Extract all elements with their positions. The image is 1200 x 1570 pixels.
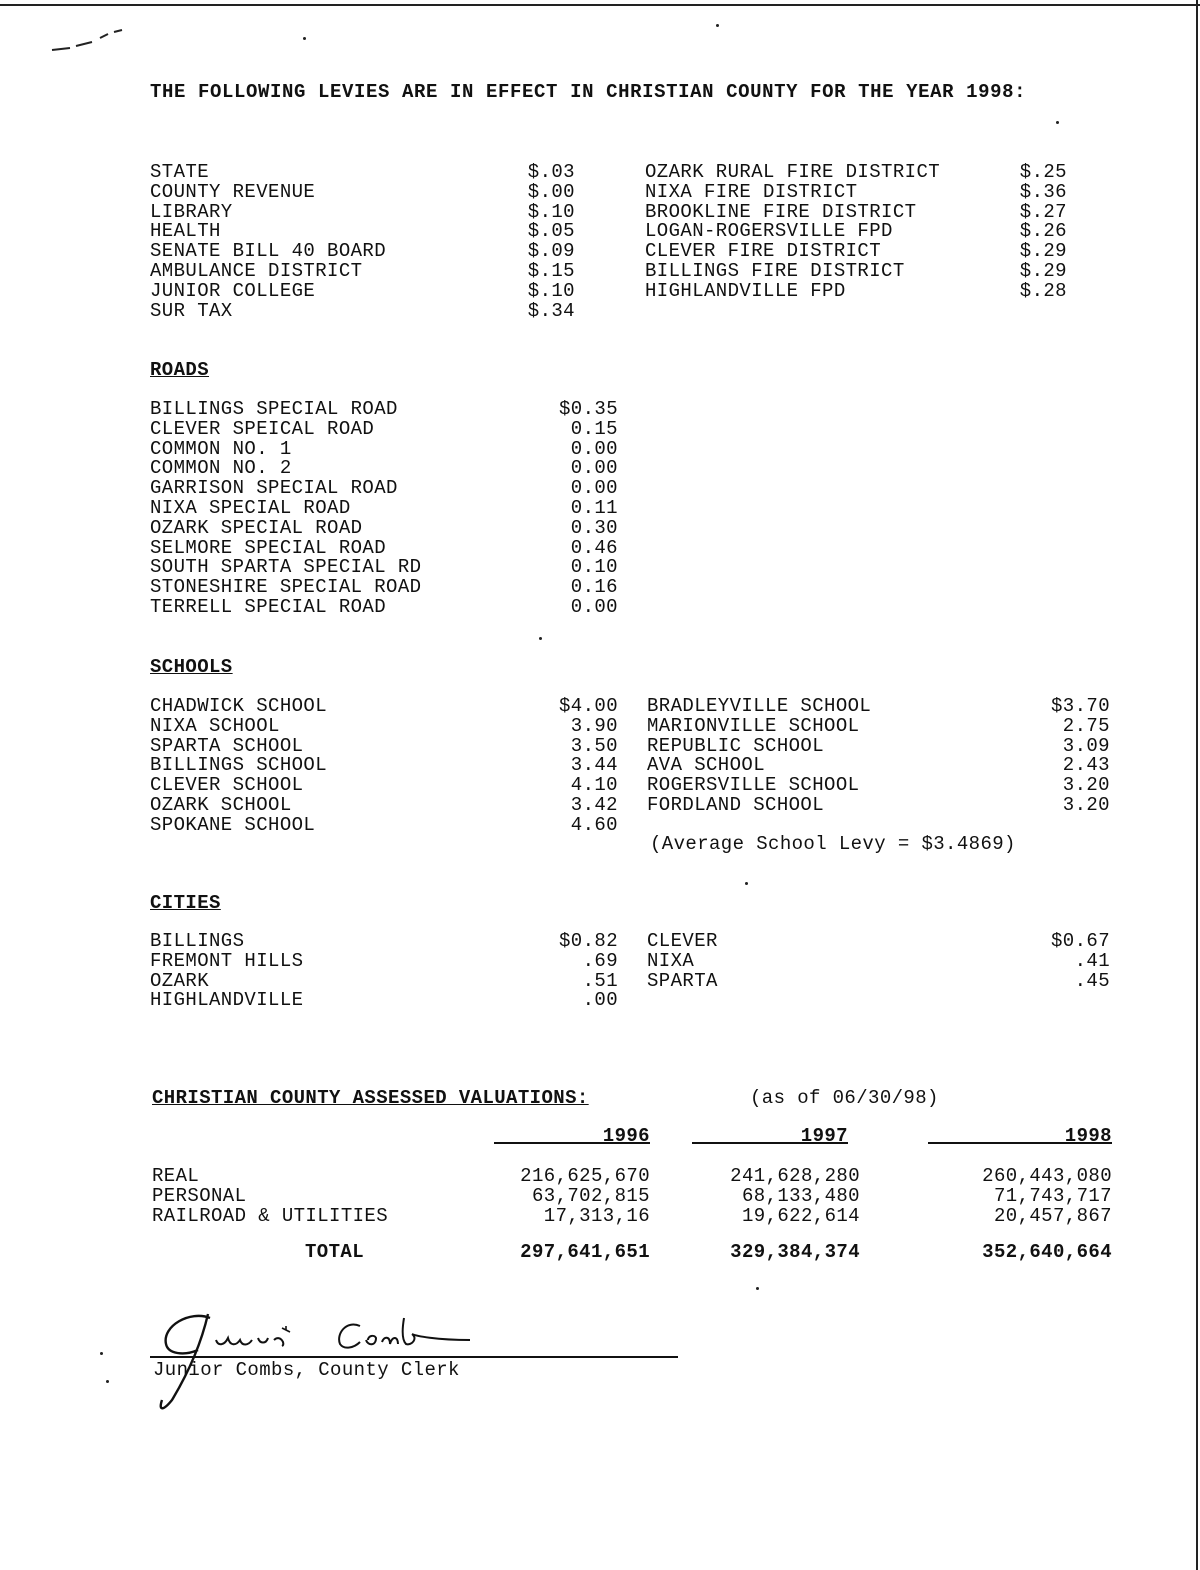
valuation-cell: 19,622,614 xyxy=(741,1205,860,1227)
fire-district-row-value: $.27 xyxy=(1019,200,1067,223)
city-levy-row-label: BILLINGS xyxy=(150,930,245,952)
road-levy-row-label: CLEVER SPEICAL ROAD xyxy=(150,417,375,440)
general-levy-row xyxy=(150,242,575,262)
city-levy-row-value: .00 xyxy=(582,989,618,1012)
road-levy-row xyxy=(150,479,618,499)
city-levy-row-label: NIXA xyxy=(647,949,695,972)
school-levy-row-value: 3.50 xyxy=(570,734,618,757)
road-levy-row-value: 0.46 xyxy=(570,536,618,559)
road-levy-row xyxy=(150,595,618,618)
valuation-cell: 17,313,16 xyxy=(543,1205,650,1227)
general-levy-row-value: $.00 xyxy=(527,180,575,203)
city-levy-row xyxy=(150,932,618,952)
school-levy-row-label: SPARTA SCHOOL xyxy=(150,734,304,757)
general-levy-row-value: $.15 xyxy=(527,259,575,282)
city-levy-row-label: CLEVER xyxy=(647,930,718,952)
road-levy-row-label: SELMORE SPECIAL ROAD xyxy=(150,536,387,559)
city-levy-row-value: $0.67 xyxy=(1050,930,1110,952)
fire-district-levies xyxy=(645,163,1067,302)
cities-right-list xyxy=(647,932,1110,991)
road-levy-row-label: GARRISON SPECIAL ROAD xyxy=(150,477,398,500)
general-levy-row xyxy=(150,259,575,282)
total-1997: 329,384,374 xyxy=(730,1241,860,1263)
signature-line xyxy=(150,1356,678,1358)
roads-list xyxy=(150,400,618,618)
road-levy-row-label: NIXA SPECIAL ROAD xyxy=(150,496,351,519)
road-levy-row-value: 0.00 xyxy=(570,477,618,500)
road-levy-row xyxy=(150,496,618,519)
road-levy-row-label: COMMON NO. 1 xyxy=(150,437,292,460)
school-levy-row-value: 3.09 xyxy=(1062,734,1110,757)
school-levy-row xyxy=(150,776,618,796)
general-levy-row-label: SUR TAX xyxy=(150,299,233,322)
scan-speck xyxy=(756,1287,759,1290)
school-levy-row xyxy=(647,793,1110,816)
scan-border-right xyxy=(1196,0,1198,1570)
road-levy-row-label: COMMON NO. 2 xyxy=(150,457,292,480)
scan-speck xyxy=(716,24,719,27)
general-levy-row-label: LIBRARY xyxy=(150,200,233,223)
school-levy-row-label: OZARK SCHOOL xyxy=(150,793,292,816)
city-levy-row-value: .69 xyxy=(582,949,618,972)
general-levy-row-value: $.34 xyxy=(527,299,575,322)
school-levy-row-value: 3.90 xyxy=(570,714,618,737)
valuation-row-label: RAILROAD & UTILITIES xyxy=(152,1205,389,1227)
cities-left-list xyxy=(150,932,618,1011)
school-levy-row xyxy=(150,697,618,717)
fire-district-row-value: $.28 xyxy=(1019,279,1067,302)
valuations-heading: CHRISTIAN COUNTY ASSESSED VALUATIONS: xyxy=(152,1087,589,1109)
general-levy-row-label: SENATE BILL 40 BOARD xyxy=(150,240,387,263)
road-levy-row-value: 0.00 xyxy=(570,457,618,480)
school-levy-row-label: FORDLAND SCHOOL xyxy=(647,793,825,816)
general-levy-row-label: AMBULANCE DISTRICT xyxy=(150,259,363,282)
general-levy-row-label: HEALTH xyxy=(150,220,221,243)
city-levy-row xyxy=(647,932,1110,952)
general-levy-row-value: $.10 xyxy=(527,200,575,223)
school-levy-row-value: 4.10 xyxy=(570,774,618,797)
road-levy-row-value: 0.16 xyxy=(570,576,618,599)
school-levy-row-value: $4.00 xyxy=(558,695,618,717)
scan-speck xyxy=(303,37,306,40)
road-levy-row xyxy=(150,516,618,539)
road-levy-row-value: 0.11 xyxy=(570,496,618,519)
road-levy-row-label: STONESHIRE SPECIAL ROAD xyxy=(150,576,422,599)
general-levy-row xyxy=(150,299,575,322)
road-levy-row-value: 0.15 xyxy=(570,417,618,440)
school-levy-row-label: MARIONVILLE SCHOOL xyxy=(647,714,860,737)
city-levy-row xyxy=(647,969,1110,992)
scan-speck xyxy=(106,1380,109,1383)
fire-district-row xyxy=(645,279,1067,302)
city-levy-row-label: FREMONT HILLS xyxy=(150,949,304,972)
fire-district-row xyxy=(645,180,1067,203)
general-levy-row-value: $.03 xyxy=(527,161,575,183)
city-levy-row-label: OZARK xyxy=(150,969,210,992)
fire-district-row-label: NIXA FIRE DISTRICT xyxy=(645,180,858,203)
city-levy-row-value: $0.82 xyxy=(558,930,618,952)
city-levy-row-label: SPARTA xyxy=(647,969,718,992)
road-levy-row xyxy=(150,578,618,598)
road-levy-row-value: 0.30 xyxy=(570,516,618,539)
school-levy-row-value: $3.70 xyxy=(1050,695,1110,717)
valuation-cell: 71,743,717 xyxy=(993,1185,1112,1207)
average-school-levy-note: (Average School Levy = $3.4869) xyxy=(650,833,1016,855)
school-levy-row-label: BILLINGS SCHOOL xyxy=(150,754,328,777)
school-levy-row xyxy=(647,697,1110,717)
fire-district-row-label: BROOKLINE FIRE DISTRICT xyxy=(645,200,917,223)
general-levy-row-label: STATE xyxy=(150,161,210,183)
city-levy-row xyxy=(150,949,618,972)
road-levy-row xyxy=(150,417,618,440)
school-levy-row-label: NIXA SCHOOL xyxy=(150,714,280,737)
school-levy-row xyxy=(150,813,618,836)
schools-left-list xyxy=(150,697,618,836)
road-levy-row-label: TERRELL SPECIAL ROAD xyxy=(150,595,387,618)
fire-district-row-value: $.25 xyxy=(1019,161,1067,183)
year-header-1998: 1998 xyxy=(1064,1125,1112,1147)
school-levy-row-label: CLEVER SCHOOL xyxy=(150,774,304,797)
fire-district-row-value: $.26 xyxy=(1019,220,1067,243)
school-levy-row-value: 3.20 xyxy=(1062,774,1110,797)
school-levy-row-value: 3.42 xyxy=(570,793,618,816)
roads-heading: ROADS xyxy=(150,359,210,381)
scan-border-top xyxy=(0,4,1200,6)
fire-district-row xyxy=(645,163,1067,183)
school-levy-row-value: 3.44 xyxy=(570,754,618,777)
fire-district-row xyxy=(645,242,1067,262)
road-levy-row-value: $0.35 xyxy=(558,398,618,420)
school-levy-row-label: SPOKANE SCHOOL xyxy=(150,813,316,836)
valuation-row-label: PERSONAL xyxy=(152,1185,247,1207)
scan-speck xyxy=(1056,121,1059,124)
school-levy-row-label: ROGERSVILLE SCHOOL xyxy=(647,774,860,797)
school-levy-row xyxy=(150,793,618,816)
general-levy-row-label: COUNTY REVENUE xyxy=(150,180,316,203)
road-levy-row-label: OZARK SPECIAL ROAD xyxy=(150,516,363,539)
schools-heading: SCHOOLS xyxy=(150,656,233,678)
fire-district-row-value: $.29 xyxy=(1019,259,1067,282)
school-levy-row xyxy=(647,776,1110,796)
valuation-cell: 68,133,480 xyxy=(741,1185,860,1207)
total-1998: 352,640,664 xyxy=(982,1241,1112,1263)
school-levy-row-label: BRADLEYVILLE SCHOOL xyxy=(647,695,872,717)
fire-district-row-label: BILLINGS FIRE DISTRICT xyxy=(645,259,905,282)
city-levy-row-value: .41 xyxy=(1074,949,1110,972)
general-levy-row-value: $.10 xyxy=(527,279,575,302)
fire-district-row-label: HIGHLANDVILLE FPD xyxy=(645,279,846,302)
total-1996: 297,641,651 xyxy=(520,1241,650,1263)
school-levy-row-value: 2.75 xyxy=(1062,714,1110,737)
total-label: TOTAL xyxy=(305,1241,365,1263)
city-levy-row xyxy=(647,949,1110,972)
fire-district-row-value: $.29 xyxy=(1019,240,1067,263)
school-levy-row-value: 3.20 xyxy=(1062,793,1110,816)
road-levy-row xyxy=(150,400,618,420)
city-levy-row-value: .45 xyxy=(1074,969,1110,992)
school-levy-row-label: AVA SCHOOL xyxy=(647,754,766,777)
general-levy-row-value: $.09 xyxy=(527,240,575,263)
school-levy-row-value: 4.60 xyxy=(570,813,618,836)
fire-district-row xyxy=(645,259,1067,282)
year-header-1996: 1996 xyxy=(602,1125,650,1147)
road-levy-row-label: SOUTH SPARTA SPECIAL RD xyxy=(150,556,422,579)
year-header-1997: 1997 xyxy=(800,1125,848,1147)
valuations-as-of-date: (as of 06/30/98) xyxy=(750,1087,939,1109)
road-levy-row-value: 0.00 xyxy=(570,595,618,618)
school-levy-row-label: REPUBLIC SCHOOL xyxy=(647,734,825,757)
school-levy-row-label: CHADWICK SCHOOL xyxy=(150,695,328,717)
scan-speck xyxy=(539,637,542,640)
clerk-name: Junior Combs, County Clerk xyxy=(153,1359,460,1381)
general-levy-row-value: $.05 xyxy=(527,220,575,243)
school-levy-row-value: 2.43 xyxy=(1062,754,1110,777)
road-levy-row-label: BILLINGS SPECIAL ROAD xyxy=(150,398,398,420)
general-levy-row xyxy=(150,163,575,183)
fire-district-row-label: LOGAN-ROGERSVILLE FPD xyxy=(645,220,893,243)
general-levy-row xyxy=(150,180,575,203)
city-levy-row-label: HIGHLANDVILLE xyxy=(150,989,304,1012)
fire-district-row-value: $.36 xyxy=(1019,180,1067,203)
valuation-cell: 241,628,280 xyxy=(730,1165,860,1187)
valuation-cell: 20,457,867 xyxy=(993,1205,1112,1227)
valuation-cell: 216,625,670 xyxy=(520,1165,650,1187)
school-levy-row xyxy=(150,714,618,737)
general-levies-left xyxy=(150,163,575,321)
school-levy-row xyxy=(647,714,1110,737)
scan-speck xyxy=(745,882,748,885)
fire-district-row-label: OZARK RURAL FIRE DISTRICT xyxy=(645,161,941,183)
cities-heading: CITIES xyxy=(150,892,221,914)
valuation-row-label: REAL xyxy=(152,1165,200,1187)
fire-district-row-label: CLEVER FIRE DISTRICT xyxy=(645,240,882,263)
road-levy-row-value: 0.10 xyxy=(570,556,618,579)
valuation-cell: 63,702,815 xyxy=(531,1185,650,1207)
city-levy-row xyxy=(150,991,618,1011)
general-levy-row xyxy=(150,279,575,302)
general-levy-row-label: JUNIOR COLLEGE xyxy=(150,279,316,302)
scan-mark xyxy=(48,24,138,58)
city-levy-row-value: .51 xyxy=(582,969,618,992)
road-levy-row-value: 0.00 xyxy=(570,437,618,460)
scan-speck xyxy=(100,1352,103,1355)
valuation-cell: 260,443,080 xyxy=(982,1165,1112,1187)
page-title: THE FOLLOWING LEVIES ARE IN EFFECT IN CHRISTIAN COUNTY FOR THE YEAR 1998: xyxy=(150,81,1027,103)
schools-right-list xyxy=(647,697,1110,816)
